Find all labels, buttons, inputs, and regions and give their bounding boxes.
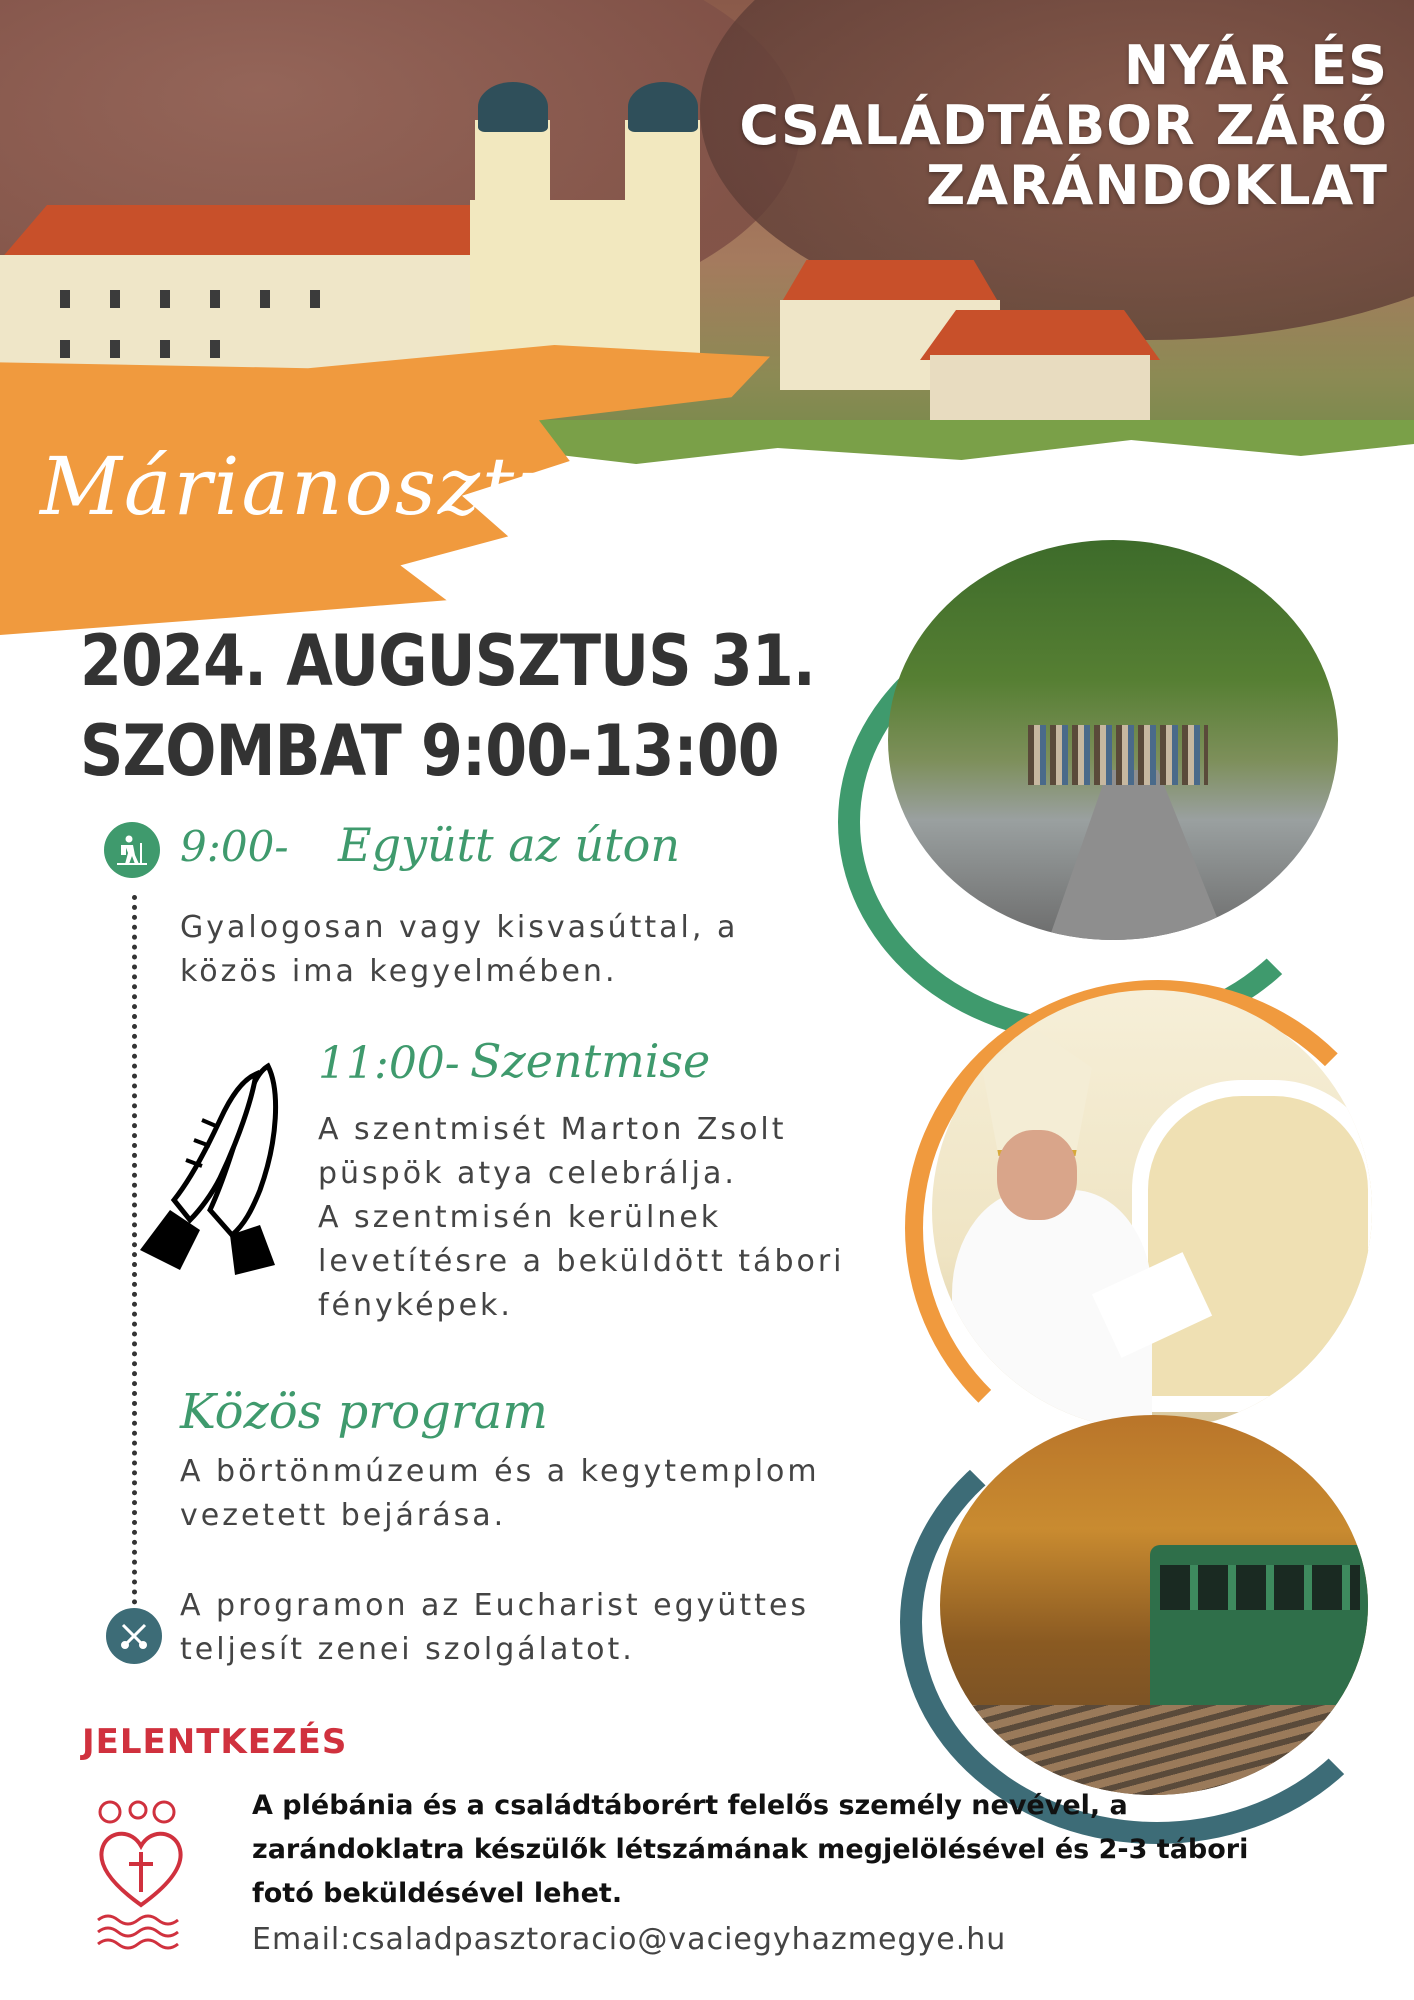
roof xyxy=(920,310,1160,360)
poster-title xyxy=(739,36,1388,216)
text-line: fotó beküldésével lehet. xyxy=(252,1878,623,1909)
photo-bishop-mass xyxy=(932,990,1372,1430)
text-line: A börtönmúzeum és a kegytemplom xyxy=(180,1454,820,1489)
dome xyxy=(628,82,698,132)
hiking-icon xyxy=(104,822,160,878)
text-line: A szentmisén kerülnek xyxy=(318,1200,722,1235)
program-item-3-text xyxy=(180,1450,820,1538)
timeline-dotted-line xyxy=(132,895,137,1615)
narrow-gauge-train xyxy=(1150,1545,1368,1715)
praying-hands-icon xyxy=(140,1060,290,1280)
contact-email[interactable]: Email:csaladpasztoracio@vaciegyhazmegye.hu xyxy=(252,1922,1007,1957)
church-tower-right xyxy=(625,120,700,240)
registration-heading: JELENTKEZÉS xyxy=(82,1722,348,1762)
text-line: vezetett bejárása. xyxy=(180,1498,507,1533)
program-item-2-time: 11:00- xyxy=(318,1038,460,1089)
program-item-1-title: Együtt az úton xyxy=(338,818,680,872)
text-line: fényképek. xyxy=(318,1288,513,1323)
title-line-3: ZARÁNDOKLAT xyxy=(926,154,1388,217)
text-line: közös ima kegyelmében. xyxy=(180,954,618,989)
text-line: A plébánia és a családtáborért felelős személy nevével, a xyxy=(252,1790,1128,1821)
photo-forest-train xyxy=(940,1415,1368,1795)
text-line: A szentmisét Marton Zsolt xyxy=(318,1112,787,1147)
bishop-face xyxy=(997,1130,1077,1220)
text-line: levetítésre a beküldött tábori xyxy=(318,1244,845,1279)
roof xyxy=(0,205,470,260)
text-line: teljesít zenei szolgálatot. xyxy=(180,1632,635,1667)
roof xyxy=(780,260,1000,305)
title-line-1: NYÁR ÉS xyxy=(1123,34,1388,97)
road xyxy=(1038,770,1238,940)
text-line: zarándoklatra készülők létszámának megjelölésével és 2-3 tábori xyxy=(252,1834,1249,1865)
photo-pilgrims-walking xyxy=(888,540,1338,940)
text-line: A programon az Eucharist együttes xyxy=(180,1588,810,1623)
place-name-script: Márianosztra xyxy=(40,440,607,533)
title-line-2: CSALÁDTÁBOR ZÁRÓ xyxy=(739,94,1388,157)
crossed-instruments-glyph xyxy=(117,1619,151,1653)
program-item-3-title: Közös program xyxy=(180,1384,548,1440)
event-time: SZOMBAT 9:00-13:00 xyxy=(80,710,779,792)
hiker-glyph xyxy=(115,833,149,867)
pilgrim-group xyxy=(1028,725,1208,785)
program-item-1-text xyxy=(180,906,738,994)
rails xyxy=(940,1705,1368,1795)
music-icon xyxy=(106,1608,162,1664)
dome xyxy=(478,82,548,132)
chapel-arch xyxy=(1132,1080,1372,1412)
program-item-1-time: 9:00- xyxy=(180,822,289,871)
program-item-4-text xyxy=(180,1584,809,1672)
event-date: 2024. AUGUSZTUS 31. xyxy=(80,620,815,702)
text-line: Gyalogosan vagy kisvasúttal, a xyxy=(180,910,739,945)
program-item-2-text xyxy=(318,1108,845,1328)
registration-text xyxy=(252,1784,1312,1916)
program-item-2-title: Szentmise xyxy=(470,1034,711,1088)
text-line: püspök atya celebrálja. xyxy=(318,1156,737,1191)
church-tower-left xyxy=(475,120,550,240)
house xyxy=(930,355,1150,425)
family-heart-cross-icon xyxy=(96,1800,186,1950)
